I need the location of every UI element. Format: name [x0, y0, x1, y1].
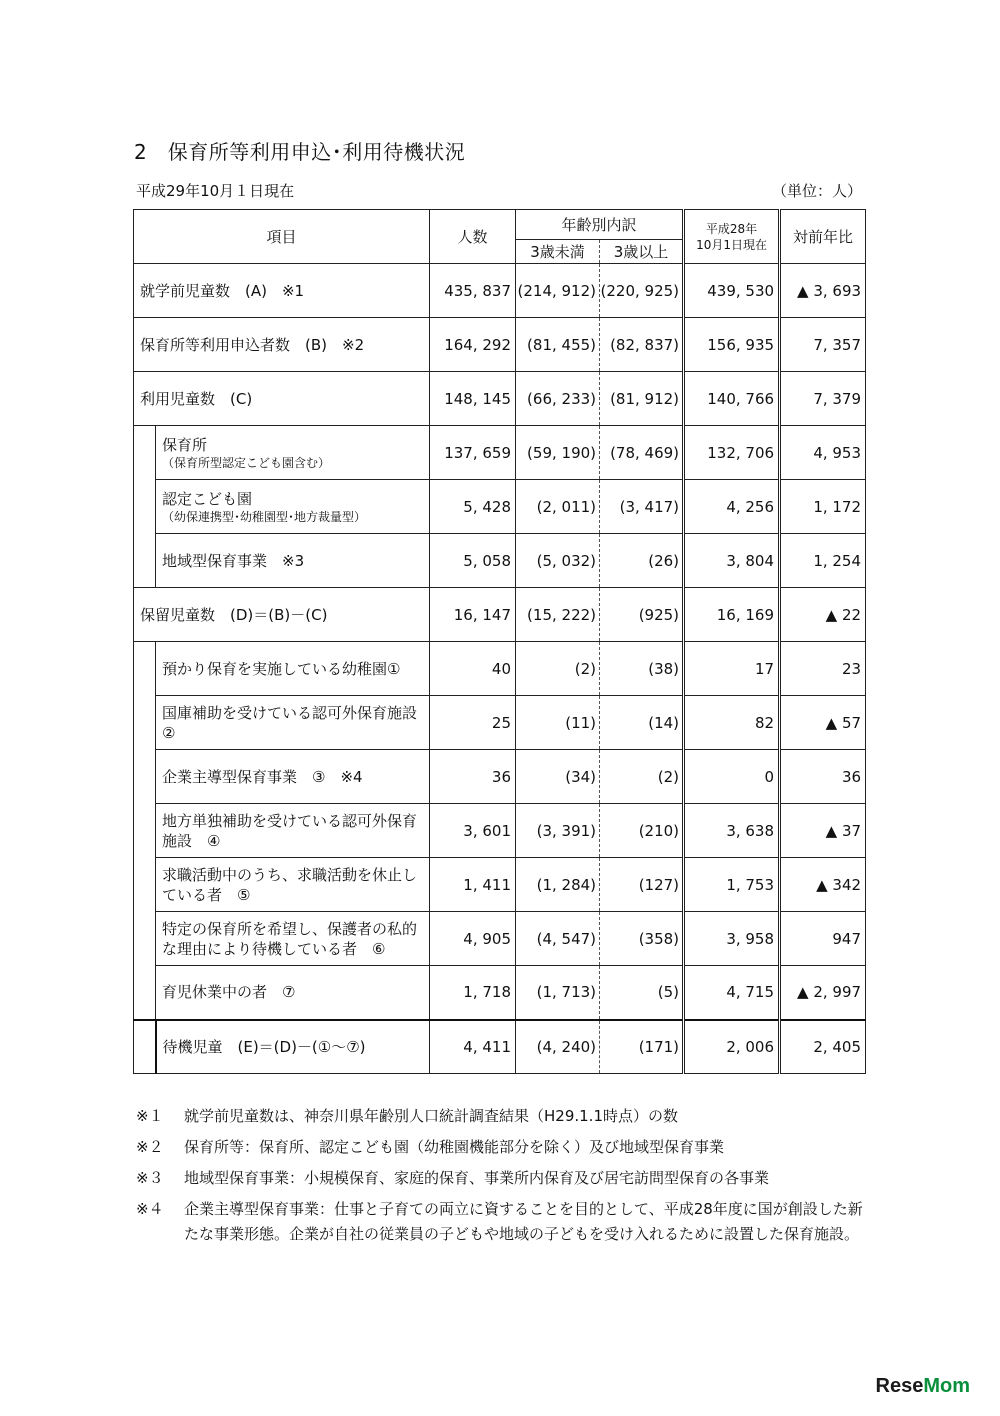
row-label: 国庫補助を受けている認可外保育施設 ② [156, 696, 430, 750]
table-row [134, 264, 866, 318]
unit-label: （単位：人） [771, 182, 862, 200]
logo-part1: Rese [875, 1375, 924, 1397]
cell-count: 435, 837 [430, 264, 516, 318]
row-label: 企業主導型保育事業 ③ ※4 [156, 750, 430, 804]
footnote-text: 企業主導型保育事業：仕事と子育ての両立に資することを目的として、平成28年度に国が創設した新たな事業形態。企業が自社の従業員の子どもや地域の子どもを受け入れるために設置した保育施設。 [184, 1200, 863, 1243]
cell-count: 25 [430, 696, 516, 750]
table-row [134, 750, 866, 804]
header-over3: 3歳以上 [600, 240, 684, 264]
indent-cell [134, 642, 156, 696]
cell-over3: (220, 925) [600, 264, 684, 318]
header-prev-year-line2: 10月1日現在 [696, 237, 767, 252]
cell-prev: 16, 169 [684, 588, 780, 642]
footnote-key: ※２ [136, 1138, 164, 1156]
cell-prev: 1, 753 [684, 858, 780, 912]
cell-over3: (81, 912) [600, 372, 684, 426]
cell-yoy: 7, 379 [780, 372, 866, 426]
indent-cell [134, 858, 156, 912]
row-label: 地方単独補助を受けている認可外保育施設 ④ [156, 804, 430, 858]
cell-prev: 4, 256 [684, 480, 780, 534]
cell-prev: 17 [684, 642, 780, 696]
cell-under3: (2) [516, 642, 600, 696]
cell-over3: (171) [600, 1020, 684, 1074]
header-count: 人数 [430, 210, 516, 264]
row-label: 就学前児童数 (A) ※1 [134, 264, 430, 318]
footnote-text: 就学前児童数は、神奈川県年齢別人口統計調査結果（H29.1.1時点）の数 [184, 1107, 678, 1125]
cell-under3: (3, 391) [516, 804, 600, 858]
row-label: 地域型保育事業 ※3 [156, 534, 430, 588]
footnotes [136, 1104, 876, 1253]
cell-under3: (1, 284) [516, 858, 600, 912]
cell-count: 164, 292 [430, 318, 516, 372]
table-row [134, 318, 866, 372]
cell-count: 1, 718 [430, 966, 516, 1020]
resemom-logo [876, 1375, 970, 1398]
header-yoy: 対前年比 [780, 210, 866, 264]
table-row [134, 534, 866, 588]
footnote [136, 1166, 876, 1191]
cell-count: 40 [430, 642, 516, 696]
row-label: 特定の保育所を希望し、保護者の私的な理由により待機している者 ⑥ [156, 912, 430, 966]
cell-prev: 3, 958 [684, 912, 780, 966]
cell-over3: (26) [600, 534, 684, 588]
table-row [134, 588, 866, 642]
cell-prev: 132, 706 [684, 426, 780, 480]
cell-over3: (78, 469) [600, 426, 684, 480]
table-row [134, 858, 866, 912]
cell-count: 148, 145 [430, 372, 516, 426]
cell-count: 36 [430, 750, 516, 804]
cell-count: 5, 428 [430, 480, 516, 534]
cell-prev: 2, 006 [684, 1020, 780, 1074]
cell-under3: (11) [516, 696, 600, 750]
indent-cell [134, 804, 156, 858]
cell-yoy: 7, 357 [780, 318, 866, 372]
cell-count: 3, 601 [430, 804, 516, 858]
cell-under3: (5, 032) [516, 534, 600, 588]
cell-under3: (4, 547) [516, 912, 600, 966]
row-label: 利用児童数 (C) [134, 372, 430, 426]
footnote-text: 保育所等：保育所、認定こども園（幼稚園機能部分を除く）及び地域型保育事業 [184, 1138, 725, 1156]
cell-yoy: ▲ 22 [780, 588, 866, 642]
cell-under3: (1, 713) [516, 966, 600, 1020]
footnote [136, 1135, 876, 1160]
footnote [136, 1197, 876, 1247]
cell-yoy: 1, 172 [780, 480, 866, 534]
table-row [134, 372, 866, 426]
cell-yoy: ▲ 2, 997 [780, 966, 866, 1020]
row-label-sub: （幼保連携型･幼稚園型･地方裁量型） [162, 509, 367, 524]
cell-over3: (127) [600, 858, 684, 912]
childcare-table [133, 209, 866, 1074]
footnote-key: ※１ [136, 1107, 164, 1125]
header-under3: 3歳未満 [516, 240, 600, 264]
cell-yoy: ▲ 57 [780, 696, 866, 750]
cell-over3: (3, 417) [600, 480, 684, 534]
table-row [134, 804, 866, 858]
indent-cell [134, 966, 156, 1020]
header-prev-year-line1: 平成28年 [705, 221, 758, 236]
cell-prev: 3, 804 [684, 534, 780, 588]
cell-prev: 439, 530 [684, 264, 780, 318]
footnote [136, 1104, 876, 1129]
cell-yoy: 36 [780, 750, 866, 804]
indent-cell [134, 1020, 156, 1074]
row-label: 保留児童数 (D)＝(B)－(C) [134, 588, 430, 642]
table-row [134, 912, 866, 966]
table-row [134, 426, 866, 480]
row-label [156, 426, 430, 480]
row-label: 保育所等利用申込者数 (B) ※2 [134, 318, 430, 372]
logo-part2: Mom [923, 1375, 970, 1397]
cell-yoy: 1, 254 [780, 534, 866, 588]
cell-over3: (38) [600, 642, 684, 696]
cell-count: 4, 905 [430, 912, 516, 966]
indent-cell [134, 696, 156, 750]
cell-over3: (14) [600, 696, 684, 750]
cell-yoy: 2, 405 [780, 1020, 866, 1074]
cell-count: 16, 147 [430, 588, 516, 642]
table-row [134, 696, 866, 750]
cell-under3: (59, 190) [516, 426, 600, 480]
indent-cell [134, 912, 156, 966]
cell-prev: 156, 935 [684, 318, 780, 372]
cell-prev: 82 [684, 696, 780, 750]
cell-yoy: ▲ 342 [780, 858, 866, 912]
cell-prev: 3, 638 [684, 804, 780, 858]
cell-yoy: ▲ 3, 693 [780, 264, 866, 318]
cell-prev: 140, 766 [684, 372, 780, 426]
cell-under3: (15, 222) [516, 588, 600, 642]
cell-over3: (2) [600, 750, 684, 804]
cell-prev: 0 [684, 750, 780, 804]
table-row [134, 966, 866, 1020]
indent-cell [134, 426, 156, 480]
footnote-text: 地域型保育事業：小規模保育、家庭的保育、事業所内保育及び居宅訪問型保育の各事業 [184, 1169, 770, 1187]
cell-yoy: 4, 953 [780, 426, 866, 480]
row-label: 預かり保育を実施している幼稚園① [156, 642, 430, 696]
cell-yoy: ▲ 37 [780, 804, 866, 858]
cell-prev: 4, 715 [684, 966, 780, 1020]
cell-over3: (5) [600, 966, 684, 1020]
cell-over3: (210) [600, 804, 684, 858]
indent-cell [134, 480, 156, 534]
cell-count: 4, 411 [430, 1020, 516, 1074]
indent-cell [134, 534, 156, 588]
table-row-total [134, 1020, 866, 1074]
as-of-date: 平成29年10月１日現在 [136, 182, 295, 200]
row-label: 求職活動中のうち、求職活動を休止している者 ⑤ [156, 858, 430, 912]
cell-under3: (4, 240) [516, 1020, 600, 1074]
cell-under3: (2, 011) [516, 480, 600, 534]
header-age-breakdown: 年齢別内訳 [516, 210, 684, 240]
cell-over3: (358) [600, 912, 684, 966]
row-label [156, 480, 430, 534]
footnote-key: ※４ [136, 1200, 164, 1218]
header-prev-year [684, 210, 780, 264]
row-label: 待機児童 (E)＝(D)－(①～⑦) [156, 1020, 430, 1074]
cell-count: 137, 659 [430, 426, 516, 480]
row-label-main: 認定こども園 [162, 489, 253, 508]
cell-under3: (66, 233) [516, 372, 600, 426]
cell-under3: (34) [516, 750, 600, 804]
cell-count: 5, 058 [430, 534, 516, 588]
cell-yoy: 947 [780, 912, 866, 966]
cell-count: 1, 411 [430, 858, 516, 912]
cell-under3: (81, 455) [516, 318, 600, 372]
cell-yoy: 23 [780, 642, 866, 696]
header-item: 項目 [134, 210, 430, 264]
footnote-key: ※３ [136, 1169, 164, 1187]
table-row [134, 480, 866, 534]
cell-over3: (925) [600, 588, 684, 642]
cell-over3: (82, 837) [600, 318, 684, 372]
table-row [134, 642, 866, 696]
page-title: 2 保育所等利用申込･利用待機状況 [134, 140, 466, 164]
cell-under3: (214, 912) [516, 264, 600, 318]
indent-cell [134, 750, 156, 804]
row-label-main: 保育所 [162, 435, 208, 454]
row-label-sub: （保育所型認定こども園含む） [162, 455, 331, 470]
row-label: 育児休業中の者 ⑦ [156, 966, 430, 1020]
